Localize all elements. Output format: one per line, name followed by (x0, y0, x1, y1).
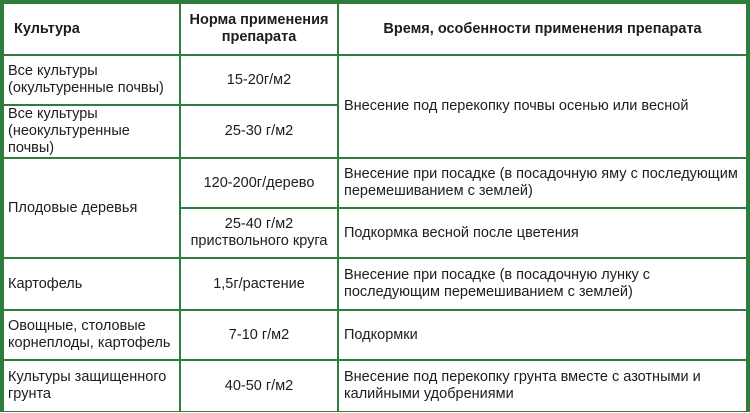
application-rates-table (2, 2, 748, 413)
usage-cell: Подкормка весной после цветения (339, 209, 746, 257)
rate-cell: 120-200г/дерево (181, 159, 337, 207)
table-row (4, 56, 746, 104)
usage-cell: Внесение при посадке (в посадочную яму с последующим перемешиванием с землей) (339, 159, 746, 207)
rate-cell: 25-30 г/м2 (181, 106, 337, 157)
table-row (4, 361, 746, 411)
culture-cell: Картофель (4, 259, 179, 309)
rate-cell: 15-20г/м2 (181, 56, 337, 104)
table-row (4, 259, 746, 309)
rate-cell: 40-50 г/м2 (181, 361, 337, 411)
header-culture: Культура (4, 4, 179, 54)
usage-cell: Подкормки (339, 311, 746, 359)
table-row (4, 311, 746, 359)
rate-cell: 1,5г/растение (181, 259, 337, 309)
header-rate: Норма применения препарата (181, 4, 337, 54)
usage-cell: Внесение под перекопку почвы осенью или весной (339, 56, 746, 157)
usage-cell: Внесение под перекопку грунта вместе с азотными и калийными удобрениями (339, 361, 746, 411)
table-row (4, 159, 746, 207)
culture-cell: Плодовые деревья (4, 159, 179, 257)
table-header-row (4, 4, 746, 54)
culture-cell: Овощные, столовые корнеплоды, картофель (4, 311, 179, 359)
rate-cell: 25-40 г/м2 приствольного круга (181, 209, 337, 257)
culture-cell: Все культуры (неокультуренные почвы) (4, 106, 179, 157)
rate-cell: 7-10 г/м2 (181, 311, 337, 359)
culture-cell: Все культуры (окультуренные почвы) (4, 56, 179, 104)
usage-cell: Внесение при посадке (в посадочную лунку с последующим перемешиванием с землей) (339, 259, 746, 309)
header-usage: Время, особенности применения препарата (339, 4, 746, 54)
culture-cell: Культуры защищенного грунта (4, 361, 179, 411)
